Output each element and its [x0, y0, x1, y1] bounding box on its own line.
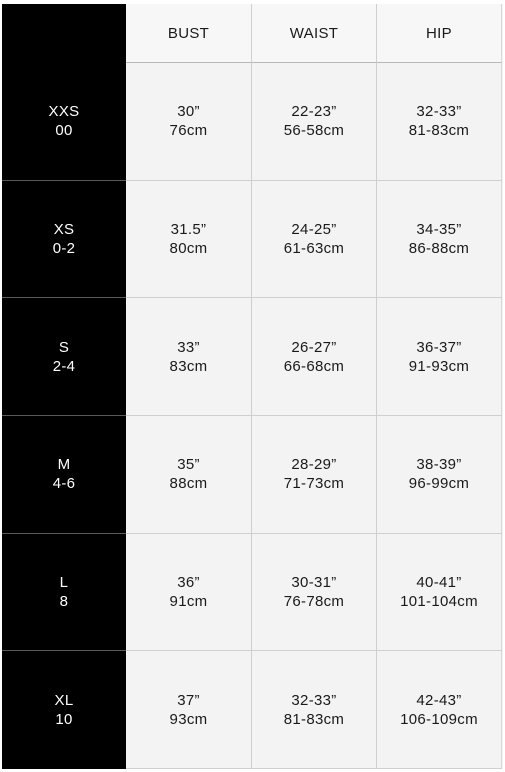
- waist-cell: [252, 651, 377, 769]
- header-hip: HIP: [377, 4, 502, 63]
- size-numeric: 4-6: [52, 475, 76, 493]
- size-label-cell: [2, 63, 126, 181]
- bust-cell: [126, 651, 252, 769]
- size-label-cell: [2, 534, 126, 652]
- waist-inches: 26-27”: [291, 338, 337, 356]
- size-letter: XS: [53, 221, 75, 239]
- bust-cm: 93cm: [169, 710, 208, 728]
- hip-cm: 106-109cm: [400, 710, 478, 728]
- size-label-cell: [2, 651, 126, 769]
- bust-inches: 37”: [177, 691, 200, 709]
- hip-cm: 86-88cm: [408, 240, 470, 258]
- header-bust: BUST: [126, 4, 252, 63]
- size-numeric: 00: [55, 122, 73, 140]
- hip-cell: [377, 181, 502, 299]
- hip-inches: 34-35”: [416, 221, 462, 239]
- waist-inches: 22-23”: [291, 103, 337, 121]
- waist-inches: 32-33”: [291, 691, 337, 709]
- size-numeric: 2-4: [52, 357, 76, 375]
- bust-cell: [126, 298, 252, 416]
- size-numeric: 10: [55, 711, 73, 729]
- hip-inches: 32-33”: [416, 103, 462, 121]
- hip-cell: [377, 298, 502, 416]
- corner-cell: [2, 4, 126, 63]
- hip-inches: 36-37”: [416, 338, 462, 356]
- bust-inches: 30”: [177, 103, 200, 121]
- hip-cm: 81-83cm: [408, 122, 470, 140]
- size-label-cell: [2, 181, 126, 299]
- hip-cm: 101-104cm: [400, 593, 478, 611]
- waist-cm: 56-58cm: [283, 122, 345, 140]
- waist-cm: 81-83cm: [283, 710, 345, 728]
- size-letter: XXS: [48, 103, 80, 121]
- bust-inches: 35”: [177, 456, 200, 474]
- waist-cell: [252, 416, 377, 534]
- bust-cm: 80cm: [169, 240, 208, 258]
- waist-inches: 30-31”: [291, 574, 337, 592]
- bust-cm: 76cm: [169, 122, 208, 140]
- bust-inches: 31.5”: [170, 221, 207, 239]
- bust-cell: [126, 534, 252, 652]
- bust-inches: 36”: [177, 574, 200, 592]
- hip-inches: 42-43”: [416, 691, 462, 709]
- hip-cell: [377, 63, 502, 181]
- bust-cell: [126, 63, 252, 181]
- size-chart-table: [2, 4, 503, 769]
- size-letter: M: [57, 456, 71, 474]
- bust-cm: 88cm: [169, 475, 208, 493]
- hip-cell: [377, 651, 502, 769]
- waist-cell: [252, 181, 377, 299]
- header-waist: WAIST: [252, 4, 377, 63]
- waist-cm: 71-73cm: [283, 475, 345, 493]
- bust-cm: 91cm: [169, 593, 208, 611]
- hip-cell: [377, 416, 502, 534]
- size-numeric: 0-2: [52, 240, 76, 258]
- waist-inches: 28-29”: [291, 456, 337, 474]
- waist-cell: [252, 298, 377, 416]
- bust-cm: 83cm: [169, 357, 208, 375]
- size-label-cell: [2, 416, 126, 534]
- waist-cell: [252, 63, 377, 181]
- waist-cell: [252, 534, 377, 652]
- size-label-cell: [2, 298, 126, 416]
- waist-cm: 66-68cm: [283, 357, 345, 375]
- hip-inches: 40-41”: [416, 574, 462, 592]
- bust-inches: 33”: [177, 338, 200, 356]
- bust-cell: [126, 181, 252, 299]
- hip-cm: 91-93cm: [408, 357, 470, 375]
- size-numeric: 8: [59, 593, 69, 611]
- size-letter: L: [59, 574, 69, 592]
- bust-cell: [126, 416, 252, 534]
- size-letter: XL: [54, 692, 74, 710]
- hip-cell: [377, 534, 502, 652]
- waist-cm: 76-78cm: [283, 593, 345, 611]
- waist-cm: 61-63cm: [283, 240, 345, 258]
- hip-inches: 38-39”: [416, 456, 462, 474]
- waist-inches: 24-25”: [291, 221, 337, 239]
- hip-cm: 96-99cm: [408, 475, 470, 493]
- size-letter: S: [58, 338, 70, 356]
